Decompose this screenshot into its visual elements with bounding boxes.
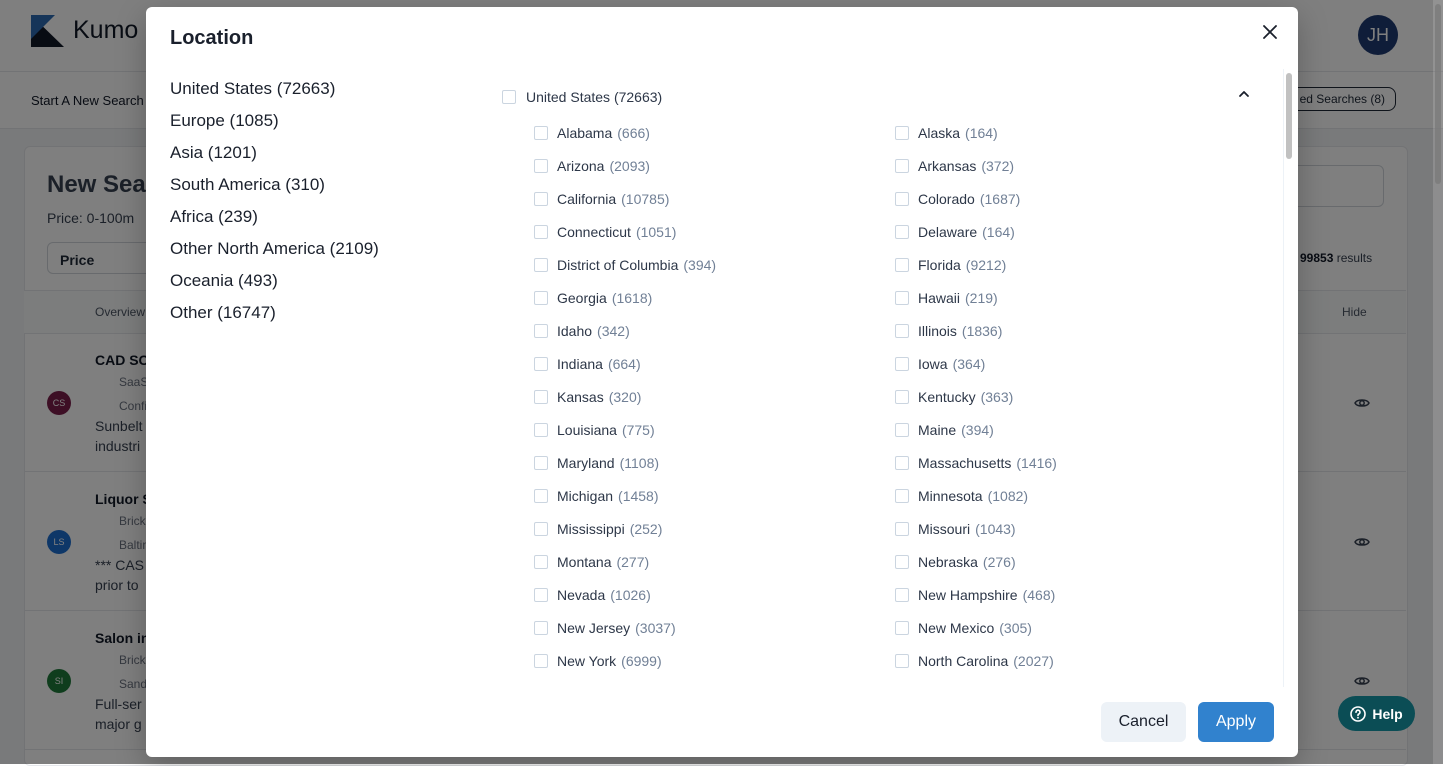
state-count: (664) xyxy=(607,356,641,372)
cancel-button[interactable]: Cancel xyxy=(1101,702,1186,742)
state-checkbox-item[interactable] xyxy=(895,222,1256,242)
modal-title: Location xyxy=(170,27,254,49)
state-checkbox-item[interactable] xyxy=(534,585,895,605)
checkbox[interactable] xyxy=(534,423,548,437)
state-checkbox-item[interactable] xyxy=(895,519,1256,539)
checkbox[interactable] xyxy=(534,126,548,140)
state-name: Illinois xyxy=(918,323,957,339)
state-name: Colorado xyxy=(918,191,975,207)
state-checkbox-item[interactable] xyxy=(895,156,1256,176)
country-checkbox-united-states[interactable] xyxy=(502,87,662,107)
state-count: (164) xyxy=(965,125,998,141)
state-checkbox-item[interactable] xyxy=(895,288,1256,308)
region-item[interactable]: Asia (1201) xyxy=(170,143,257,162)
state-name: Maine xyxy=(918,422,957,438)
checkbox[interactable] xyxy=(534,357,548,371)
state-name: Nevada xyxy=(557,587,606,603)
state-count: (394) xyxy=(683,257,717,273)
checkbox[interactable] xyxy=(534,621,548,635)
state-name: District of Columbia xyxy=(557,257,679,273)
checkbox[interactable] xyxy=(895,192,909,206)
scrollbar-track xyxy=(1283,69,1296,687)
state-name: Minnesota xyxy=(918,488,983,504)
checkbox[interactable] xyxy=(895,456,909,470)
state-checkbox-item[interactable] xyxy=(534,618,895,638)
state-count: (394) xyxy=(961,422,994,438)
close-icon xyxy=(1263,25,1277,39)
state-name: Arizona xyxy=(557,158,605,174)
location-list-scrollbar[interactable] xyxy=(1283,69,1295,687)
checkbox[interactable] xyxy=(895,423,909,437)
state-count: (1458) xyxy=(618,488,659,504)
state-name: Alabama xyxy=(557,125,613,141)
checkbox[interactable] xyxy=(534,159,548,173)
state-checkbox-item[interactable] xyxy=(534,123,895,143)
region-item[interactable]: United States (72663) xyxy=(170,79,336,98)
state-name: Florida xyxy=(918,257,961,273)
state-checkbox-item[interactable] xyxy=(534,420,895,440)
region-item[interactable]: Europe (1085) xyxy=(170,111,279,130)
checkbox[interactable] xyxy=(895,654,909,668)
state-checkbox-item[interactable] xyxy=(895,486,1256,506)
scrollbar-thumb[interactable] xyxy=(1286,73,1292,159)
checkbox[interactable] xyxy=(895,555,909,569)
state-checkbox-item[interactable] xyxy=(895,453,1256,473)
region-item[interactable]: Africa (239) xyxy=(170,207,258,226)
checkbox[interactable] xyxy=(895,489,909,503)
state-count: (1836) xyxy=(961,323,1003,339)
checkbox[interactable] xyxy=(895,291,909,305)
state-count: (9212) xyxy=(965,257,1007,273)
region-list xyxy=(170,77,470,333)
state-count: (1051) xyxy=(635,224,677,240)
state-count: (1618) xyxy=(611,290,653,306)
country-label: United States (72663) xyxy=(526,89,663,105)
checkbox[interactable] xyxy=(895,126,909,140)
state-count: (2027) xyxy=(1013,653,1054,669)
help-icon xyxy=(1350,706,1366,722)
state-count: (1416) xyxy=(1016,455,1057,471)
state-checkbox-item[interactable] xyxy=(895,585,1256,605)
state-name: Iowa xyxy=(918,356,948,372)
region-item[interactable]: Other (16747) xyxy=(170,303,276,322)
checkbox[interactable] xyxy=(534,324,548,338)
state-count: (363) xyxy=(980,389,1014,405)
checkbox[interactable] xyxy=(534,390,548,404)
checkbox[interactable] xyxy=(534,522,548,536)
state-count: (1108) xyxy=(619,455,660,471)
state-count: (775) xyxy=(621,422,655,438)
state-name: Montana xyxy=(557,554,612,570)
state-name: Maryland xyxy=(557,455,615,471)
state-name: New Mexico xyxy=(918,620,995,636)
state-name: Michigan xyxy=(557,488,614,504)
state-checkbox-item[interactable] xyxy=(895,354,1256,374)
state-count: (305) xyxy=(999,620,1032,636)
state-name: Louisiana xyxy=(557,422,617,438)
page-scrollbar[interactable] xyxy=(1433,0,1443,764)
checkbox[interactable] xyxy=(895,621,909,635)
checkbox[interactable] xyxy=(895,159,909,173)
checkbox[interactable] xyxy=(534,192,548,206)
state-checkbox-item[interactable] xyxy=(534,354,895,374)
checkbox[interactable] xyxy=(534,456,548,470)
state-checkbox-item[interactable] xyxy=(534,222,895,242)
page-scrollbar-thumb[interactable] xyxy=(1435,4,1441,184)
state-name: Delaware xyxy=(918,224,978,240)
state-count: (219) xyxy=(965,290,998,306)
state-name: Massachusetts xyxy=(918,455,1012,471)
state-name: Mississippi xyxy=(557,521,625,537)
checkbox[interactable] xyxy=(895,357,909,371)
state-name: Kentucky xyxy=(918,389,976,405)
checkbox[interactable] xyxy=(895,522,909,536)
state-checkbox-item[interactable] xyxy=(534,189,895,209)
state-checkbox-item[interactable] xyxy=(895,420,1256,440)
checkbox[interactable] xyxy=(534,588,548,602)
state-count: (2093) xyxy=(609,158,650,174)
state-checkbox-item[interactable] xyxy=(534,288,895,308)
state-checkbox-item[interactable] xyxy=(895,618,1256,638)
state-count: (252) xyxy=(629,521,663,537)
state-name: California xyxy=(557,191,617,207)
apply-button[interactable]: Apply xyxy=(1198,702,1274,742)
checkbox[interactable] xyxy=(534,489,548,503)
state-name: Idaho xyxy=(557,323,593,339)
state-checkbox-item[interactable] xyxy=(534,651,895,671)
state-count: (6999) xyxy=(621,653,662,669)
state-checkbox-item[interactable] xyxy=(534,519,895,539)
state-checkbox-item[interactable] xyxy=(534,255,895,275)
state-count: (3037) xyxy=(635,620,676,636)
checkbox[interactable] xyxy=(895,390,909,404)
state-checkbox-item[interactable] xyxy=(534,321,895,341)
checkbox[interactable] xyxy=(534,291,548,305)
state-count: (1026) xyxy=(610,587,651,603)
chevron-up-icon[interactable] xyxy=(1236,86,1252,102)
region-item[interactable]: Oceania (493) xyxy=(170,271,278,290)
state-count: (320) xyxy=(608,389,642,405)
state-checkbox-item[interactable] xyxy=(534,156,895,176)
state-checkbox-item[interactable] xyxy=(895,255,1256,275)
location-modal xyxy=(146,7,1298,757)
state-count: (1082) xyxy=(987,488,1029,504)
state-name: Hawaii xyxy=(918,290,961,306)
state-count: (342) xyxy=(597,323,630,339)
checkbox[interactable] xyxy=(534,225,548,239)
state-name: Nebraska xyxy=(918,554,978,570)
state-name: North Carolina xyxy=(918,653,1009,669)
state-count: (277) xyxy=(616,554,650,570)
state-count: (666) xyxy=(617,125,650,141)
state-count: (164) xyxy=(982,224,1015,240)
state-checkbox-item[interactable] xyxy=(895,123,1256,143)
state-checkbox-item[interactable] xyxy=(534,453,895,473)
help-label: Help xyxy=(1372,705,1403,722)
checkbox[interactable] xyxy=(534,555,548,569)
state-count: (468) xyxy=(1022,587,1056,603)
region-item[interactable]: South America (310) xyxy=(170,175,325,194)
state-checkbox-item[interactable] xyxy=(895,387,1256,407)
state-checkbox-item[interactable] xyxy=(534,552,895,572)
checkbox[interactable] xyxy=(534,654,548,668)
close-button[interactable] xyxy=(1258,21,1282,43)
state-count: (276) xyxy=(982,554,1016,570)
checkbox[interactable] xyxy=(895,324,909,338)
region-item[interactable]: Other North America (2109) xyxy=(170,239,379,258)
state-count: (10785) xyxy=(621,191,670,207)
state-name: New Hampshire xyxy=(918,587,1018,603)
country-pane xyxy=(494,69,1284,687)
state-checkbox-item[interactable] xyxy=(895,651,1256,671)
state-count: (1043) xyxy=(975,521,1016,537)
checkbox[interactable] xyxy=(895,225,909,239)
checkbox[interactable] xyxy=(534,258,548,272)
help-button[interactable] xyxy=(1338,696,1415,731)
state-checkbox-item[interactable] xyxy=(895,189,1256,209)
state-checkbox-item[interactable] xyxy=(534,387,895,407)
state-count: (372) xyxy=(981,158,1015,174)
checkbox[interactable] xyxy=(502,90,516,104)
states-grid xyxy=(534,123,1274,684)
state-name: Alaska xyxy=(918,125,961,141)
state-checkbox-item[interactable] xyxy=(895,552,1256,572)
state-count: (364) xyxy=(952,356,986,372)
checkbox[interactable] xyxy=(895,258,909,272)
state-name: Connecticut xyxy=(557,224,631,240)
state-name: Georgia xyxy=(557,290,607,306)
state-name: Arkansas xyxy=(918,158,977,174)
state-name: New Jersey xyxy=(557,620,631,636)
state-name: New York xyxy=(557,653,617,669)
state-name: Missouri xyxy=(918,521,971,537)
state-count: (1687) xyxy=(979,191,1021,207)
state-checkbox-item[interactable] xyxy=(895,321,1256,341)
state-checkbox-item[interactable] xyxy=(534,486,895,506)
state-name: Kansas xyxy=(557,389,604,405)
state-name: Indiana xyxy=(557,356,603,372)
checkbox[interactable] xyxy=(895,588,909,602)
